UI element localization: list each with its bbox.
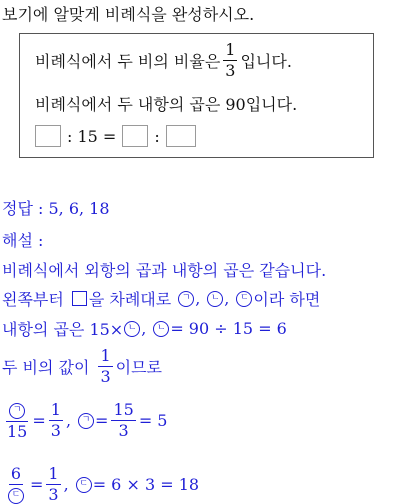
example-line-ratio-end: 입니다. [240, 52, 292, 71]
explanation-comma: , [141, 319, 147, 338]
circled-giyeok-icon: ㄱ [9, 403, 25, 419]
explanation-line-3-start: 내항의 곱은 15× [2, 320, 124, 339]
circled-digeut-icon: ㄷ [236, 291, 252, 307]
fraction-denominator: 3 [100, 367, 111, 386]
example-line-ratio [35, 42, 292, 79]
result-five: = 5 [138, 411, 168, 431]
circled-digeut-icon: ㄷ [76, 477, 92, 493]
explanation-line-2 [2, 287, 320, 310]
equals-sign: = [95, 411, 109, 431]
answer-blank-3[interactable] [166, 125, 196, 147]
explanation-line-4 [2, 348, 162, 385]
explanation-line-1: 비례식에서 외항의 곱과 내항의 곱은 같습니다. [2, 261, 327, 280]
equals-sign: = [32, 411, 46, 431]
answer-blank-1[interactable] [35, 125, 61, 147]
circled-giyeok-icon: ㄱ [78, 413, 94, 429]
fraction-numerator: 1 [48, 464, 59, 484]
fraction-numerator: 1 [225, 40, 236, 59]
circled-nieun-icon: ㄴ [124, 321, 140, 337]
question-text: 보기에 알맞게 비례식을 완성하시오. [2, 5, 255, 24]
fraction-denominator: 15 [7, 421, 28, 441]
explanation-comma: , [195, 289, 201, 308]
example-line-ratio-text: 비례식에서 두 비의 비율은 [35, 52, 221, 71]
fraction-numerator: 1 [100, 346, 111, 365]
fraction-denominator: 3 [48, 485, 59, 504]
example-line-product: 비례식에서 두 내항의 곱은 90입니다. [35, 95, 298, 114]
fraction-one-third [98, 348, 112, 385]
fraction-one-third [223, 42, 237, 79]
example-box [19, 33, 374, 158]
explanation-line-5 [2, 402, 167, 440]
blank-square-icon [72, 291, 87, 306]
explanation-line-6 [2, 466, 199, 504]
fraction-numerator: 1 [50, 400, 61, 420]
fraction-6-over-digeut [5, 466, 27, 504]
explanation-line-2-end: 이라 하면 [253, 290, 321, 309]
explanation-line-2-start: 왼쪽부터 [2, 290, 64, 309]
equals-sign: = [30, 475, 44, 495]
proportion-colon: : [154, 126, 160, 146]
fraction-denominator: 3 [50, 421, 61, 441]
proportion-colon-15-equals: : 15 = [67, 126, 117, 146]
explanation-line-4-end: 이므로 [115, 358, 163, 377]
answer-line: 정답 : 5, 6, 18 [2, 199, 110, 218]
explanation-line-4-start: 두 비의 값이 [2, 358, 90, 377]
proportion-input-row [35, 125, 196, 147]
explanation-label: 해설 : [2, 231, 44, 250]
explanation-line-3-end: = 90 ÷ 15 = 6 [170, 319, 287, 338]
result-eighteen: = 6 × 3 = 18 [92, 475, 200, 495]
fraction-numerator: 6 [10, 464, 22, 483]
circled-nieun-icon: ㄴ [207, 291, 223, 307]
circled-nieun-icon: ㄴ [153, 321, 169, 337]
explanation-comma: , [65, 411, 72, 431]
fraction-one-third [49, 402, 63, 439]
circled-digeut-icon: ㄷ [8, 488, 24, 504]
fraction-giyeok-over-15 [5, 402, 29, 440]
fraction-numerator: 15 [113, 400, 134, 420]
fraction-one-third [46, 466, 60, 503]
fraction-denominator: 3 [118, 421, 129, 441]
explanation-line-3 [2, 317, 287, 340]
circled-giyeok-icon: ㄱ [178, 291, 194, 307]
fraction-denominator: 3 [225, 61, 236, 80]
explanation-comma: , [224, 289, 230, 308]
answer-blank-2[interactable] [122, 125, 148, 147]
explanation-line-2-mid: 을 차례대로 [88, 290, 172, 309]
fraction-15-over-3 [111, 402, 135, 439]
explanation-comma: , [63, 475, 69, 495]
